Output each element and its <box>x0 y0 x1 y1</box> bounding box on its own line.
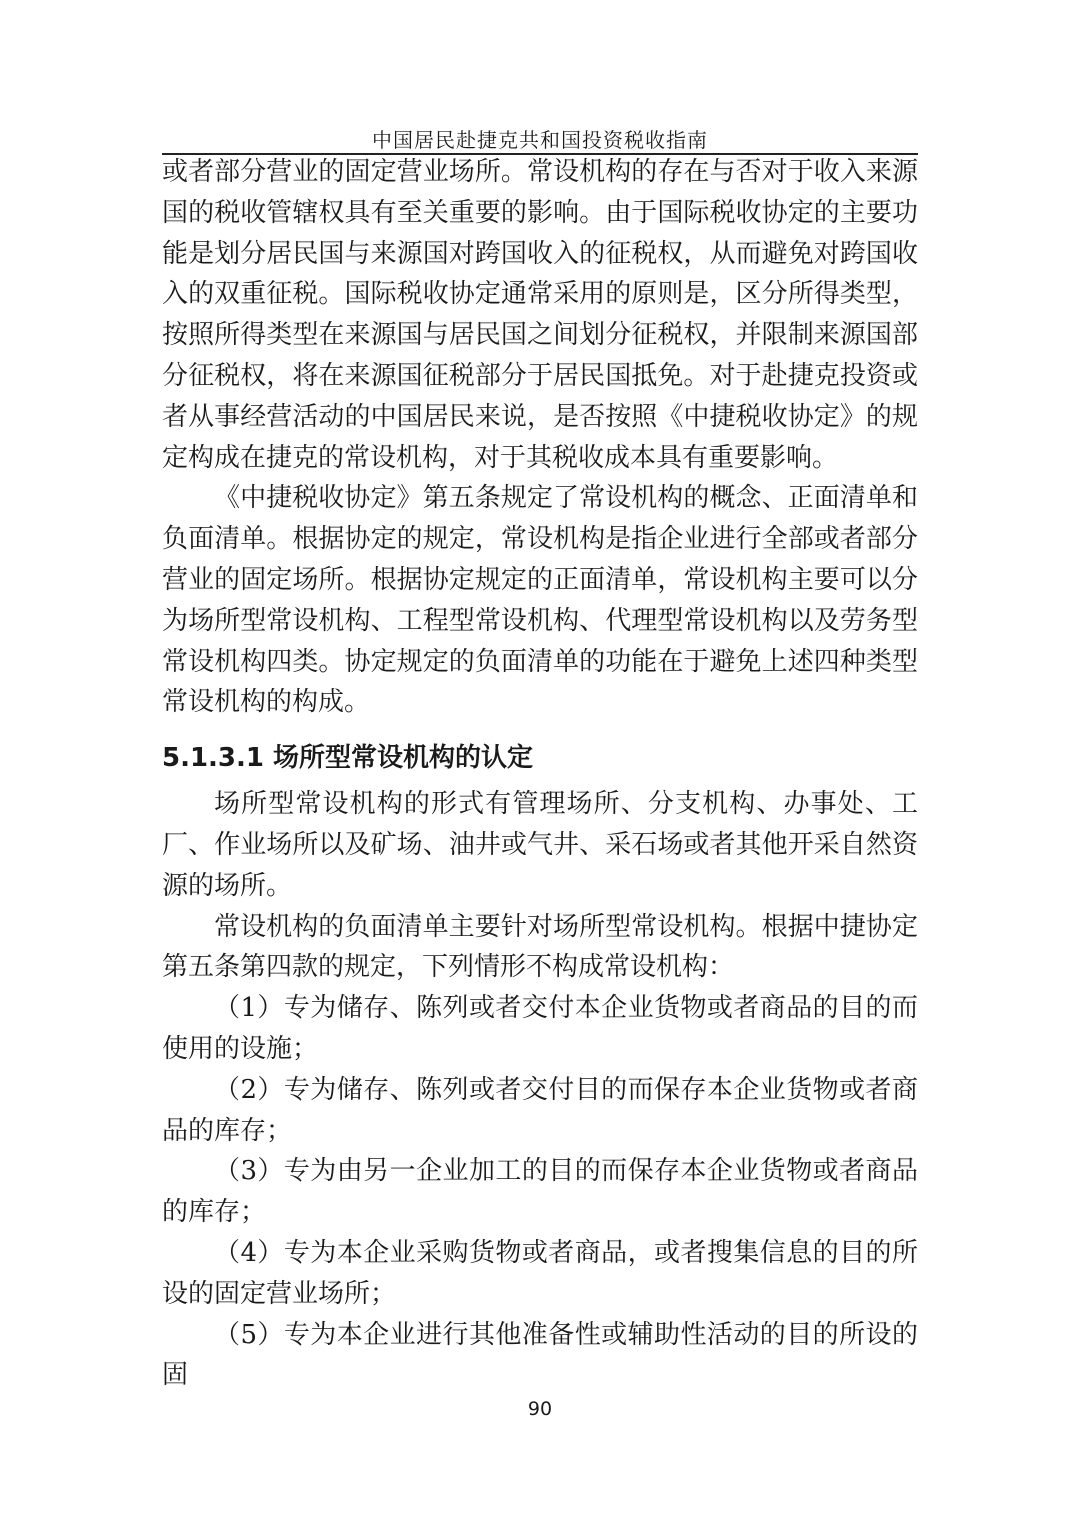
paragraph-permanent-establishment-overview: 《中捷税收协定》第五条规定了常设机构的概念、正面清单和负面清单。根据协定的规定，常设机构是指企业进行全部或者部分营业的固定场所。根据协定规定的正面清单，常设机构主要可以分为场所型常设机构、工程型常设机构、代理型常设机构以及劳务型常设机构四类。协定规定的负面清单的功能在于避免上述四种类型常设机构的构成。 <box>162 483 918 718</box>
list-item: （5）专为本企业进行其他准备性或辅助性活动的目的所设的固 <box>162 1319 918 1391</box>
paragraph-continuation: 或者部分营业的固定营业场所。常设机构的存在与否对于收入来源国的税收管辖权具有至关重要的影响。由于国际税收协定的主要功能是划分居民国与来源国对跨国收入的征税权，从而避免对跨国收入的双重征税。国际税收协定通常采用的原则是，区分所得类型，按照所得类型在来源国与居民国之间划分征税权，并限制来源国部分征税权，将在来源国征税部分于居民国抵免。对于赴捷克投资或者从事经营活动的中国居民来说，是否按照《中捷税收协定》的规定构成在捷克的常设机构，对于其税收成本具有重要影响。 <box>162 157 918 473</box>
paragraph-place-type-forms: 场所型常设机构的形式有管理场所、分支机构、办事处、工厂、作业场所以及矿场、油井或气井、采石场或者其他开采自然资源的场所。 <box>162 789 918 901</box>
list-item: （4）专为本企业采购货物或者商品，或者搜集信息的目的所设的固定营业场所； <box>162 1237 918 1309</box>
page-number: 90 <box>527 1398 553 1420</box>
list-item: （3）专为由另一企业加工的目的而保存本企业货物或者商品的库存； <box>162 1156 918 1228</box>
section-heading: 5.1.3.1 场所型常设机构的认定 <box>162 743 534 774</box>
running-header: 中国居民赴捷克共和国投资税收指南 <box>372 128 708 152</box>
body-text <box>162 152 918 1396</box>
paragraph-negative-list-intro: 常设机构的负面清单主要针对场所型常设机构。根据中捷协定第五条第四款的规定，下列情形不构成常设机构： <box>162 911 918 983</box>
list-item: （1）专为储存、陈列或者交付本企业货物或者商品的目的而使用的设施； <box>162 993 918 1064</box>
list-item: （2）专为储存、陈列或者交付目的而保存本企业货物或者商品的库存； <box>162 1074 918 1146</box>
